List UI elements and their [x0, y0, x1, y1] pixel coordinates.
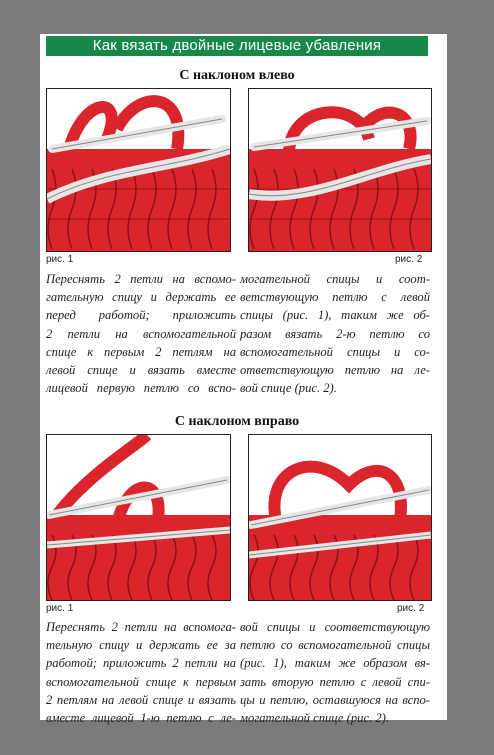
text-line: Переснять 2 петли на вспомо-	[46, 272, 236, 286]
text-line: Переснять 2 петли на вспомога-	[46, 620, 236, 634]
text-column-right	[240, 270, 430, 397]
figure-caption: рис. 2	[397, 603, 425, 614]
text-line: перед работой; приложить	[46, 308, 236, 323]
text-line: вспомогательной спицы и со-	[240, 344, 430, 359]
text-line: спицы (рис. 1), таким же об-	[240, 308, 430, 323]
text-line: работой; приложить 2 петли на	[46, 656, 236, 671]
text-line: цы и петлю, оставшуюся на вспо-	[240, 692, 430, 707]
figure-right-2	[248, 434, 432, 601]
text-line: левой спице и вязать вместе	[46, 363, 236, 378]
figure-left-2	[248, 88, 432, 252]
figure-caption: рис. 2	[395, 254, 423, 265]
section-title-right: С наклоном вправо	[174, 414, 300, 429]
figure-caption: рис. 1	[46, 254, 74, 265]
figure-caption: рис. 1	[46, 603, 74, 614]
text-line: петлю со вспомогательной спицы	[240, 638, 430, 653]
text-line: вспомогательной спице к первым	[46, 674, 236, 689]
text-line: могательной спице (рис. 2).	[240, 711, 389, 726]
knitting-illustration	[249, 89, 431, 251]
text-line: зать вторую петлю с левой спи-	[240, 674, 430, 689]
knitting-illustration	[47, 435, 230, 600]
text-line: могательной спицы и соот-	[240, 272, 430, 286]
text-line: вместе лицевой 1-ю петлю с ле-	[46, 711, 236, 726]
text-line: 2 петли на вспомогательной	[46, 326, 236, 341]
text-line: ветствующую петлю с левой	[240, 290, 430, 305]
text-line: тельную спицу и держать ее за	[46, 638, 236, 653]
text-line: вой спице (рис. 2).	[240, 381, 337, 396]
text-column-right	[240, 618, 430, 727]
text-line: лицевой первую петлю со вспо-	[46, 381, 236, 396]
section-title-left: С наклоном влево	[179, 68, 295, 83]
text-line: (рис. 1), таким же образом вя-	[240, 656, 430, 671]
text-line: спице к первым 2 петлям на	[46, 344, 236, 359]
text-line: разом вязать 2-ю петлю со	[240, 326, 430, 341]
knitting-illustration	[249, 435, 431, 600]
text-column-left	[46, 618, 236, 727]
knitting-illustration	[47, 89, 230, 251]
text-line: вой спицы и соответствующую	[240, 620, 430, 634]
figure-right-1	[46, 434, 231, 601]
text-line: 2 петлям на левой спице и вязать	[46, 692, 236, 707]
text-column-left	[46, 270, 236, 397]
figure-left-1	[46, 88, 231, 252]
text-line: гательную спицу и держать ее	[46, 290, 236, 305]
page-title: Как вязать двойные лицевые убавления	[46, 36, 428, 56]
text-line: ответствующую петлю на ле-	[240, 363, 430, 378]
